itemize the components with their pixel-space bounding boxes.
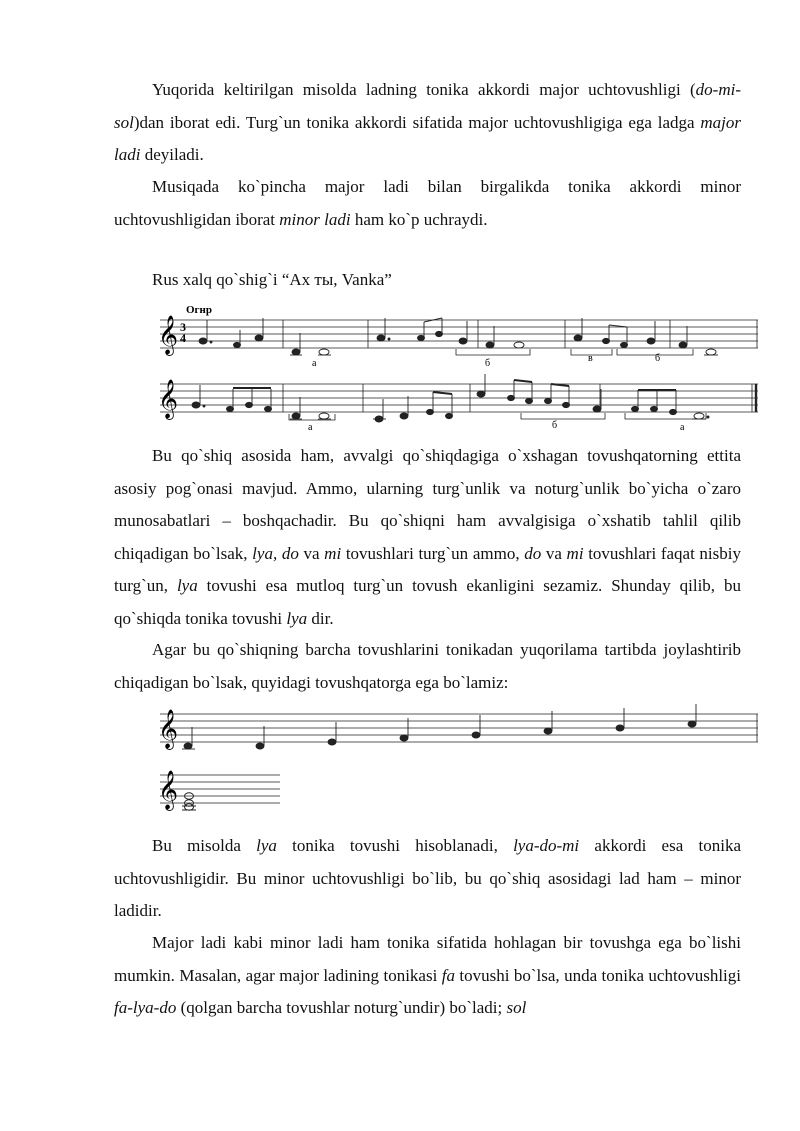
tempo-marking: Огнр — [186, 304, 213, 316]
time-signature-bottom: 4 — [180, 331, 186, 345]
bracket-label: б — [552, 420, 558, 431]
paragraph-minor-any-tonic: Major ladi kabi minor ladi ham tonika sifatida hohlagan bir tovushga ega bo`lishi mumkin. Masalan, agar major ladining tonikasi fa tovushi bo`lsa, unda tonika uchtovushligi fa-lya-do (qolgan barcha tovushlar noturg`undir) bo`ladi; sol — [114, 933, 741, 1017]
treble-clef-icon: 𝄞 — [158, 770, 179, 810]
time-signature-top: 3 — [180, 320, 186, 334]
bracket-label: б — [485, 358, 491, 369]
treble-clef-icon: 𝄞 — [158, 315, 179, 355]
bracket-label: б — [655, 353, 661, 364]
paragraph-minor-tonic: Bu misolda lya tonika tovushi hisoblanadi, lya-do-mi akkordi esa tonika uchtovushligidir. Bu minor uchtovushligi bo`lib, bu qo`shiq asosidagi lad ham – minor ladidir. — [114, 836, 741, 920]
scale-staff — [160, 714, 758, 742]
paragraph-minor-mode: Musiqada ko`pincha major ladi bilan birgalikda tonika akkordi minor uchtovushligidan iborat minor ladi ham ko`p uchraydi. — [114, 177, 741, 229]
tonic-triad-chord — [182, 793, 196, 810]
paragraph-song-analysis: Bu qo`shiq asosida ham, avvalgi qo`shiqdagiga o`xshagan tovushqatorning ettita asosiy pog`onasi mavjud. Ammo, ularning turg`unlik va noturg`unlik bo`yicha o`zaro munosabatlari – boshqachadir. Bu qo`shiqni ham avvalgisiga o`xshatib tahlil qilib chiqadigan bo`lsak, lya, do va mi tovushlari turg`un ammo, do va mi tovushlari faqat nisbiy turg`un, lya tovushi esa mutloq turg`un tovush ekanligini sezamiz. Shunday qilib, bu qo`shiqda tonika tovushi lya dir. — [114, 446, 741, 628]
paragraph-major-mode: Yuqorida keltirilgan misolda ladning tonika akkordi major uchtovushligi (do-mi-sol)dan iborat edi. Turg`un tonika akkordi sifatida major uchtovushligiga ega ladga major ladi deyiladi. — [114, 80, 741, 164]
bracket-label: а — [312, 358, 317, 369]
paragraph-scale-intro: Agar bu qo`shiqning barcha tovushlarini tonikadan yuqorilama tartibda joylashtirib chiqadigan bo`lsak, quyidagi tovushqatorga ega bo`lamiz: — [114, 640, 741, 692]
song-title: Rus xalq qo`shig`i “Ах ты, Vanka” — [152, 270, 392, 289]
bracket-label: а — [680, 422, 685, 433]
bracket-label: а — [308, 422, 313, 433]
treble-clef-icon: 𝄞 — [158, 709, 179, 749]
bracket-label: в — [588, 353, 593, 364]
treble-clef-icon: 𝄞 — [158, 379, 179, 419]
